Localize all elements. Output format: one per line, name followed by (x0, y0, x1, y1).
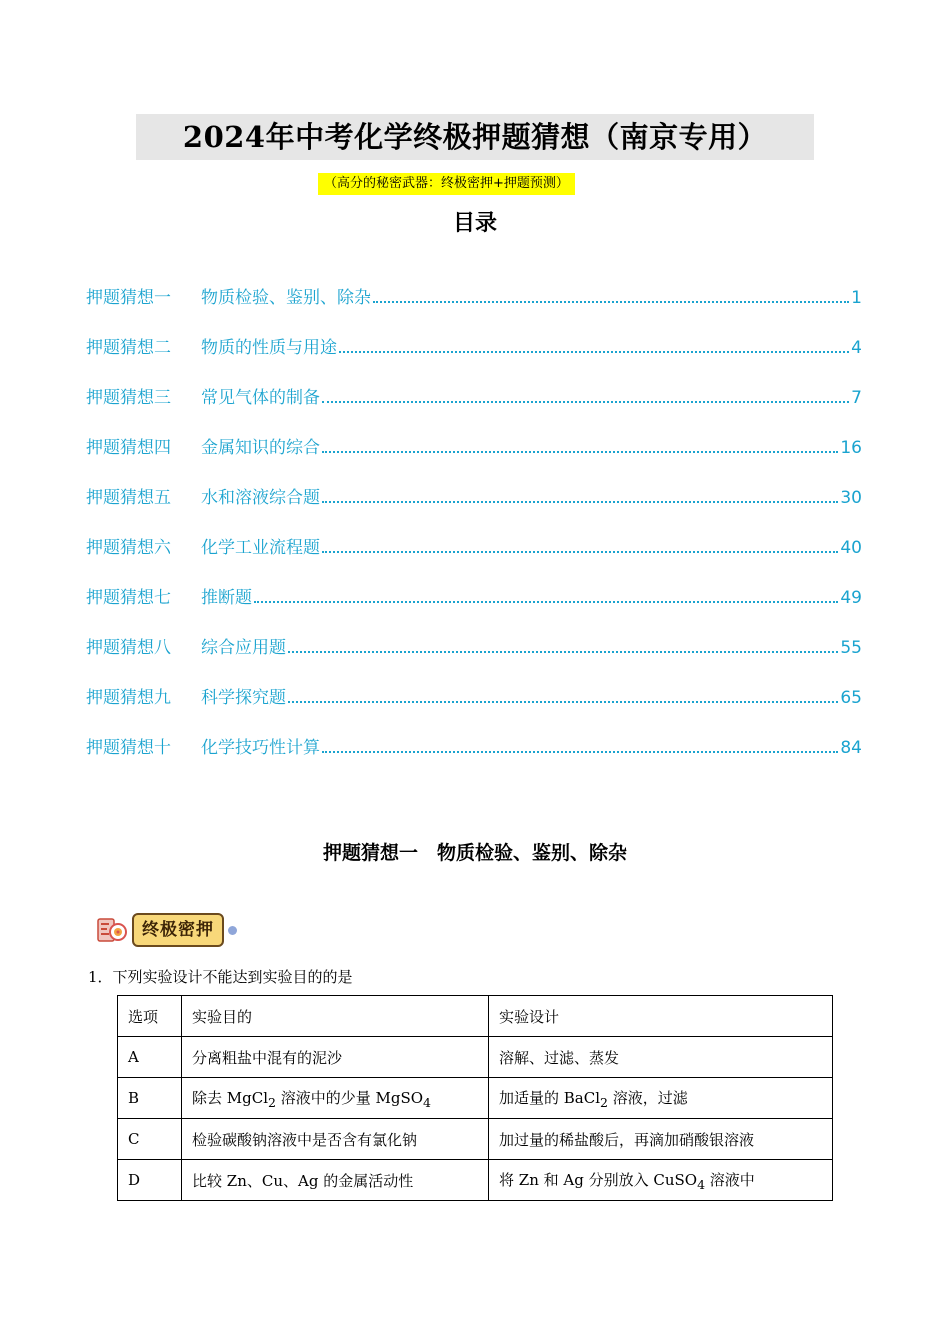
toc-entry-name: 综合应用题 (201, 638, 286, 658)
design-text: 将 Zn 和 Ag 分别放入 CuSO (499, 1170, 698, 1189)
design-cell: 加过量的稀盐酸后，再滴加硝酸银溶液 (489, 1119, 833, 1160)
toc-entry-number: 押题猜想三 (86, 388, 171, 408)
toc-leader-dots (288, 701, 838, 703)
toc-entry-number: 押题猜想二 (86, 338, 171, 358)
design-text: 加适量的 BaCl (499, 1088, 601, 1107)
toc-heading: 目录 (452, 211, 497, 236)
toc-leader-dots (373, 301, 849, 303)
design-cell: 溶解、过滤、蒸发 (489, 1037, 833, 1078)
toc-entry-1[interactable] (86, 258, 862, 308)
toc-leader-dots (288, 651, 838, 653)
toc-entry-number: 押题猜想七 (86, 588, 171, 608)
option-cell: A (118, 1037, 182, 1078)
toc-entry-name: 物质的性质与用途 (201, 338, 337, 358)
table-of-contents (86, 258, 862, 758)
toc-entry-page: 49 (840, 588, 862, 608)
badge-dot-icon (228, 926, 237, 935)
design-cell (489, 1078, 833, 1119)
toc-entry-number: 押题猜想四 (86, 438, 171, 458)
toc-entry-10[interactable] (86, 708, 862, 758)
section-heading: 押题猜想一 物质检验、鉴别、除杂 (322, 842, 627, 864)
toc-entry-page: 55 (840, 638, 862, 658)
subscript: 2 (600, 1094, 608, 1110)
toc-entry-6[interactable] (86, 508, 862, 558)
toc-entry-8[interactable] (86, 608, 862, 658)
toc-entry-page: 40 (840, 538, 862, 558)
toc-entry-name: 科学探究题 (201, 688, 286, 708)
purpose-text: 溶液中的少量 MgSO (275, 1088, 424, 1107)
toc-entry-name: 推断题 (201, 588, 252, 608)
toc-entry-page: 4 (851, 338, 862, 358)
subscript: 4 (697, 1176, 706, 1192)
purpose-cell (182, 1078, 489, 1119)
header-design: 实验设计 (489, 996, 833, 1037)
toc-entry-number: 押题猜想六 (86, 538, 171, 558)
document-title: 2024年中考化学终极押题猜想（南京专用） (182, 120, 768, 154)
toc-entry-5[interactable] (86, 458, 862, 508)
target-board-icon (96, 914, 128, 946)
toc-entry-page: 16 (840, 438, 862, 458)
toc-entry-page: 7 (851, 388, 862, 408)
subscript: 2 (268, 1094, 276, 1110)
table-row (118, 1119, 833, 1160)
table-row (118, 1078, 833, 1119)
design-text: 溶液，过滤 (607, 1088, 688, 1107)
toc-entry-page: 65 (840, 688, 862, 708)
question-stem: 1．下列实验设计不能达到实验目的的是 (88, 968, 353, 986)
toc-leader-dots (322, 751, 838, 753)
toc-entry-number: 押题猜想十 (86, 738, 171, 758)
header-option: 选项 (118, 996, 182, 1037)
toc-leader-dots (322, 451, 838, 453)
toc-entry-name: 常见气体的制备 (201, 388, 320, 408)
purpose-text: 除去 MgCl (192, 1088, 269, 1107)
section-badge (96, 911, 237, 949)
toc-entry-number: 押题猜想八 (86, 638, 171, 658)
toc-entry-page: 1 (851, 288, 862, 308)
toc-entry-7[interactable] (86, 558, 862, 608)
toc-leader-dots (322, 501, 838, 503)
option-cell: B (118, 1078, 182, 1119)
design-cell (489, 1160, 833, 1201)
table-row (118, 1160, 833, 1201)
option-cell: C (118, 1119, 182, 1160)
toc-entry-4[interactable] (86, 408, 862, 458)
toc-entry-name: 化学工业流程题 (201, 538, 320, 558)
badge-label: 终极密押 (132, 913, 224, 947)
experiment-table (117, 995, 833, 1201)
toc-entry-name: 物质检验、鉴别、除杂 (201, 288, 371, 308)
purpose-cell: 比较 Zn、Cu、Ag 的金属活动性 (182, 1160, 489, 1201)
toc-leader-dots (322, 551, 838, 553)
document-title-banner (136, 114, 814, 160)
toc-entry-9[interactable] (86, 658, 862, 708)
table-row (118, 1037, 833, 1078)
toc-leader-dots (254, 601, 838, 603)
toc-leader-dots (339, 351, 849, 353)
table-header-row (118, 996, 833, 1037)
toc-entry-number: 押题猜想五 (86, 488, 171, 508)
header-purpose: 实验目的 (182, 996, 489, 1037)
toc-entry-2[interactable] (86, 308, 862, 358)
toc-entry-page: 84 (840, 738, 862, 758)
design-text: 溶液中 (705, 1170, 755, 1189)
toc-entry-number: 押题猜想一 (86, 288, 171, 308)
toc-entry-name: 化学技巧性计算 (201, 738, 320, 758)
purpose-cell: 检验碳酸钠溶液中是否含有氯化钠 (182, 1119, 489, 1160)
toc-leader-dots (322, 401, 849, 403)
subscript: 4 (423, 1094, 431, 1110)
toc-entry-number: 押题猜想九 (86, 688, 171, 708)
toc-entry-name: 金属知识的综合 (201, 438, 320, 458)
option-cell: D (118, 1160, 182, 1201)
toc-entry-name: 水和溶液综合题 (201, 488, 320, 508)
toc-entry-page: 30 (840, 488, 862, 508)
toc-entry-3[interactable] (86, 358, 862, 408)
purpose-cell: 分离粗盐中混有的泥沙 (182, 1037, 489, 1078)
subtitle-highlight: （高分的秘密武器：终极密押+押题预测） (318, 173, 575, 195)
